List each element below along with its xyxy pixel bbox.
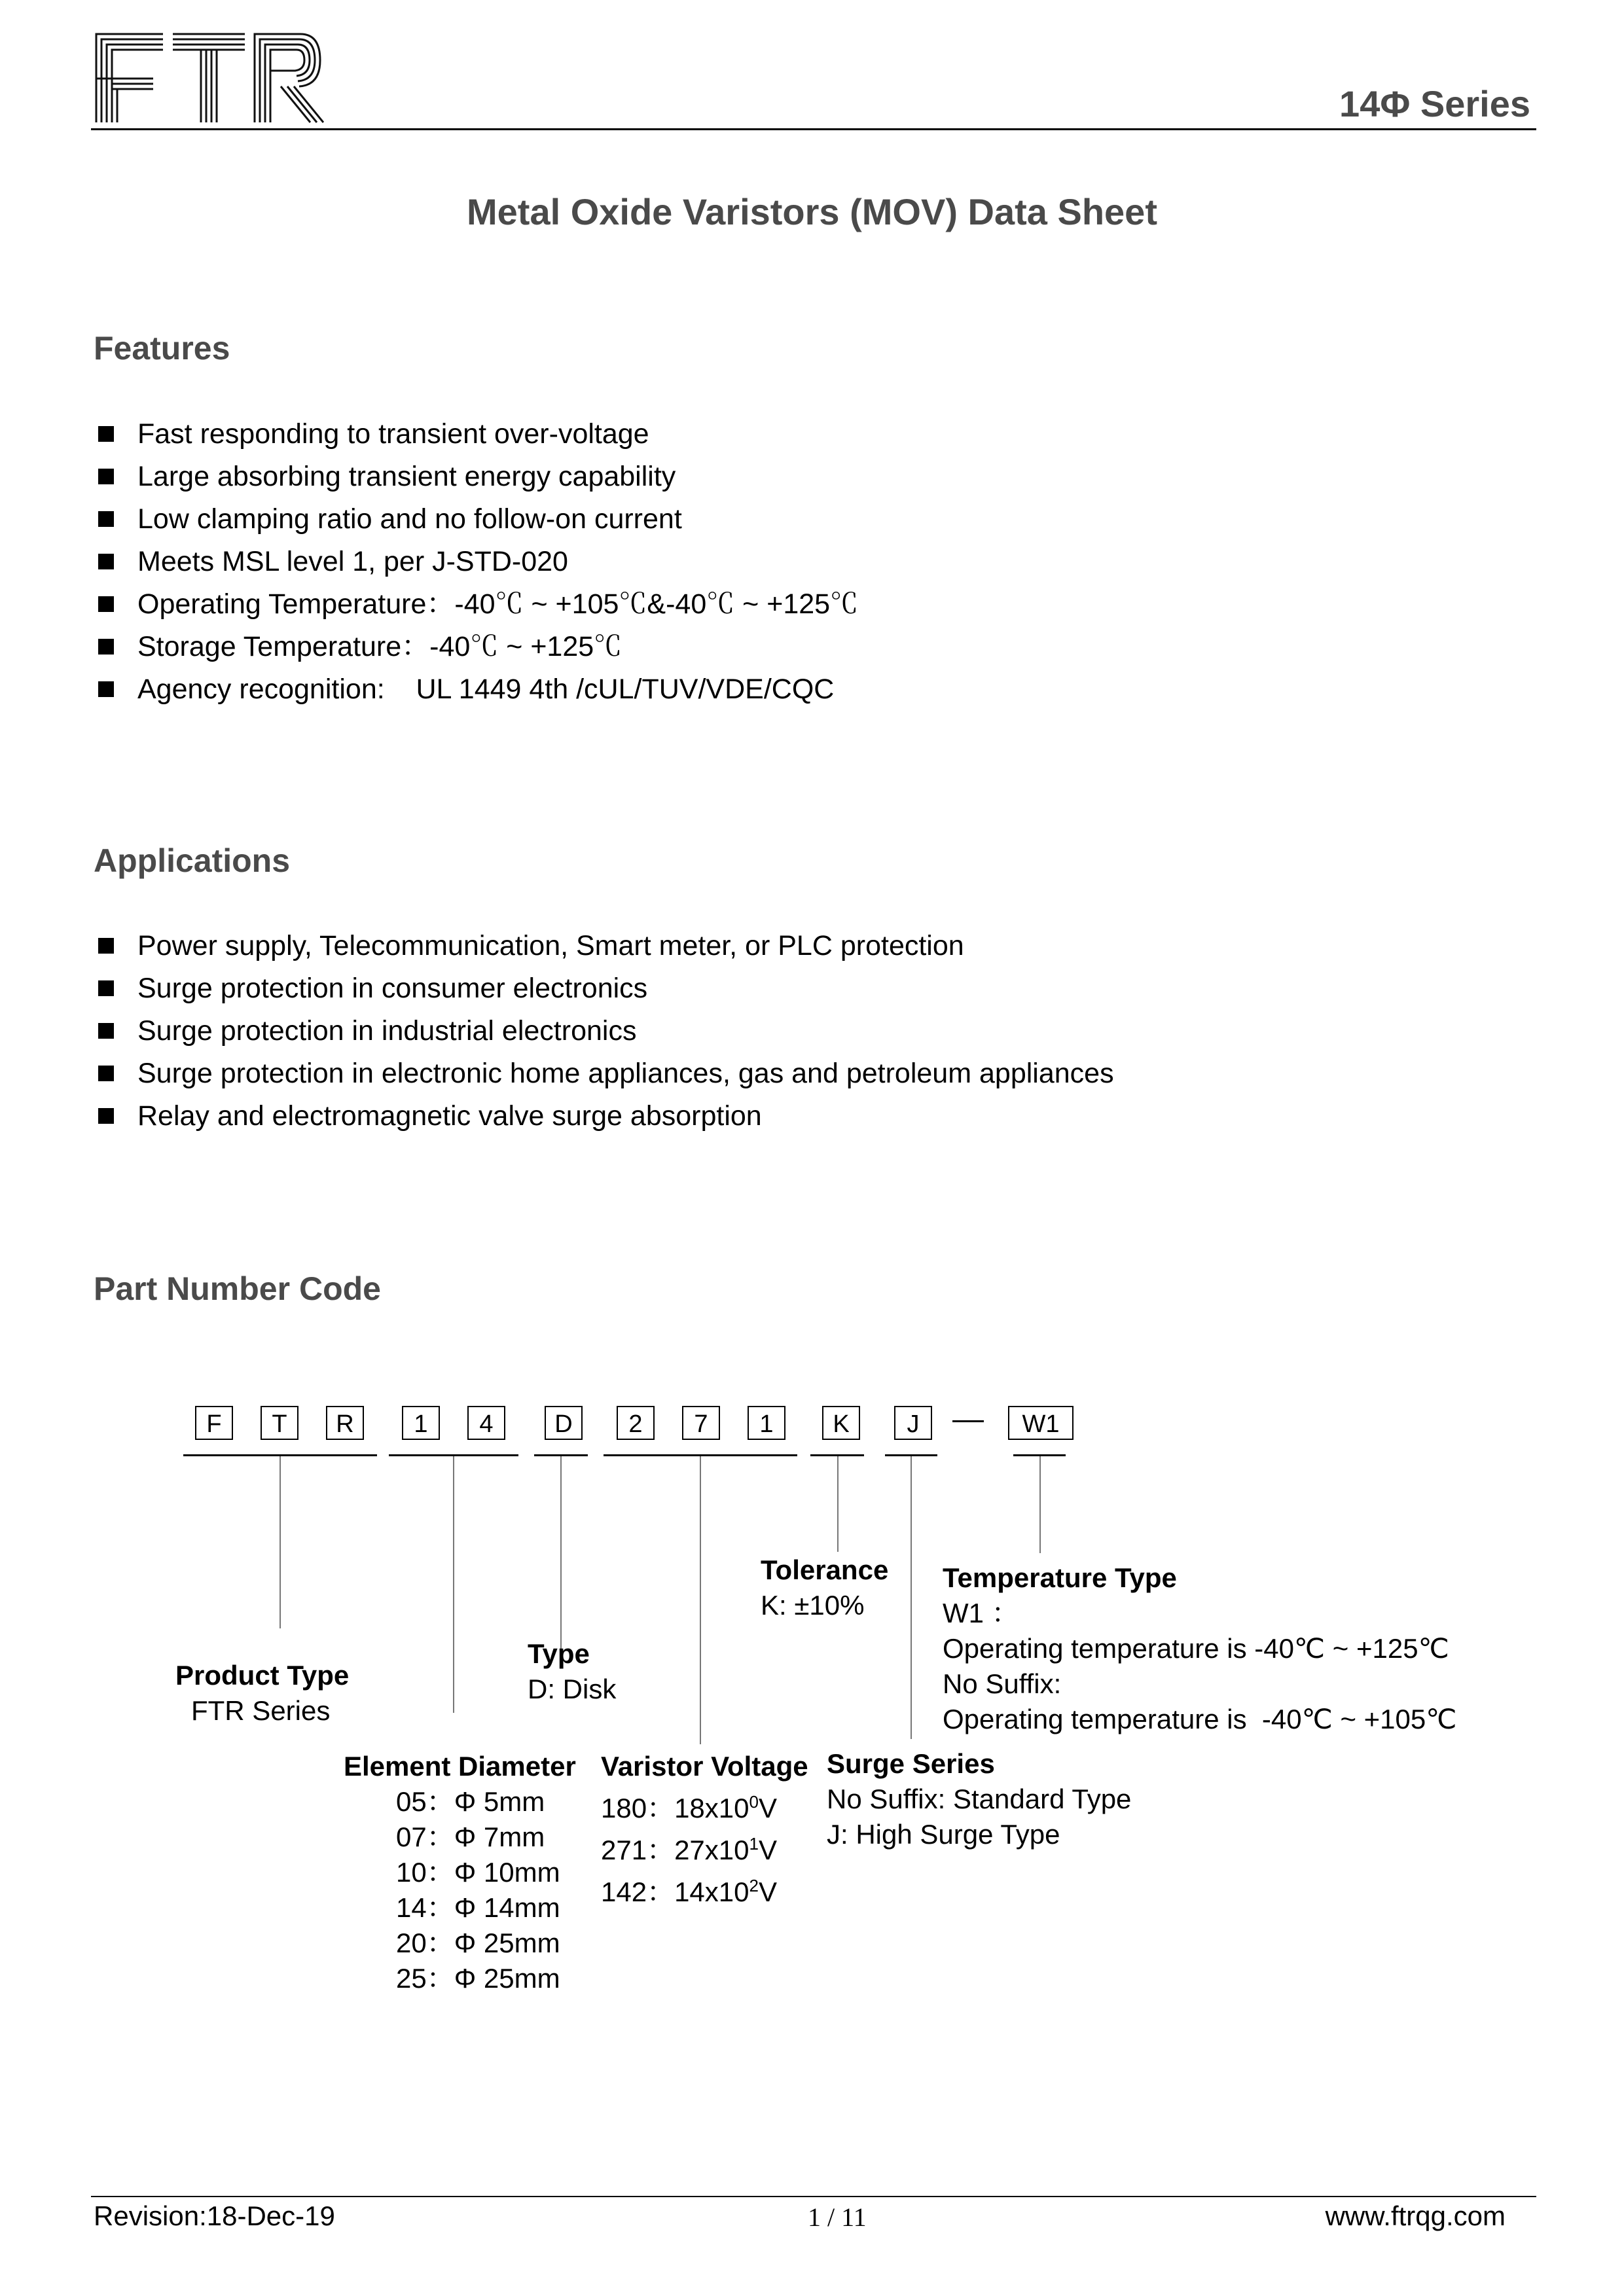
code-box: 1 <box>402 1406 440 1440</box>
code-box: 1 <box>748 1406 785 1440</box>
connector-line <box>911 1456 912 1739</box>
bullet-square-icon <box>98 596 114 612</box>
header-rule <box>91 128 1536 130</box>
type-label: Type D: Disk <box>528 1638 617 1704</box>
ftr-logo <box>91 27 324 126</box>
bullet-square-icon <box>98 639 114 655</box>
varistor-voltage-label: Varistor Voltage 180：$18x10^0V$ 271：$27x10^1V$ 142：$14x10^2V$ <box>601 1749 808 1910</box>
list-item: Storage Temperature：-40℃ ~ +125℃ <box>98 626 858 668</box>
features-list <box>98 413 858 711</box>
code-box: R <box>326 1406 364 1440</box>
list-item: Operating Temperature：-40℃ ~ +105℃&-40℃ ~ +125℃ <box>98 583 858 626</box>
bullet-square-icon <box>98 1023 114 1039</box>
series-label: 14Φ Series <box>1339 83 1530 124</box>
page-title: Metal Oxide Varistors (MOV) Data Sheet <box>467 191 1157 232</box>
code-box: K <box>822 1406 860 1440</box>
connector-line <box>280 1456 281 1628</box>
bullet-square-icon <box>98 469 114 484</box>
product-type-label: Product Type FTR Series <box>175 1660 350 1726</box>
logo-letter-f <box>96 34 163 122</box>
voltage-row: 271：$27x10^1V$ <box>601 1834 777 1865</box>
bullet-square-icon <box>98 980 114 996</box>
list-item: Power supply, Telecommunication, Smart meter, or PLC protection <box>98 925 1114 967</box>
website-link[interactable]: www.ftrqg.com <box>1325 2200 1506 2231</box>
code-box: 7 <box>682 1406 720 1440</box>
code-box: J <box>894 1406 932 1440</box>
code-dash <box>952 1420 984 1422</box>
logo-letter-t <box>173 34 245 122</box>
footer-rule <box>91 2196 1536 2197</box>
tolerance-label: Tolerance K: ±10% <box>761 1554 889 1621</box>
bullet-square-icon <box>98 426 114 442</box>
connector-line <box>700 1456 701 1744</box>
page-number: 1 / 11 <box>808 2202 867 2232</box>
list-item: Relay and electromagnetic valve surge absorption <box>98 1095 1114 1138</box>
code-box: D <box>545 1406 583 1440</box>
applications-list <box>98 925 1114 1138</box>
connector-line <box>453 1456 454 1713</box>
voltage-row: 142：$14x10^2V$ <box>601 1876 777 1907</box>
list-item: Surge protection in consumer electronics <box>98 967 1114 1010</box>
list-item: Low clamping ratio and no follow-on current <box>98 498 858 541</box>
applications-heading: Applications <box>94 842 291 879</box>
code-box: 4 <box>467 1406 505 1440</box>
voltage-row: 180：$18x10^0V$ <box>601 1792 777 1823</box>
bullet-square-icon <box>98 681 114 697</box>
temperature-type-label: Temperature Type W1 ： Operating temperature is -40℃ ~ +125℃ No Suffix: Operating temperature is -40℃ ~ +105℃ <box>943 1562 1457 1734</box>
list-item: Fast responding to transient over-voltage <box>98 413 858 456</box>
features-heading: Features <box>94 330 230 367</box>
list-item: Surge protection in industrial electronics <box>98 1010 1114 1052</box>
part-number-heading: Part Number Code <box>94 1270 381 1307</box>
list-item: Large absorbing transient energy capability <box>98 456 858 498</box>
connector-line <box>560 1456 562 1662</box>
bullet-square-icon <box>98 554 114 569</box>
code-box: W1 <box>1008 1406 1074 1440</box>
list-item: Meets MSL level 1, per J-STD-020 <box>98 541 858 583</box>
list-item: Agency recognition: UL 1449 4th /cUL/TUV/VDE/CQC <box>98 668 858 711</box>
list-item: Surge protection in electronic home appliances, gas and petroleum appliances <box>98 1052 1114 1095</box>
bullet-square-icon <box>98 1108 114 1124</box>
revision-text: Revision:18-Dec-19 <box>94 2200 335 2231</box>
surge-series-label: Surge Series No Suffix: Standard Type J: High Surge Type <box>827 1748 1132 1850</box>
bullet-square-icon <box>98 511 114 527</box>
connector-line <box>1039 1456 1041 1553</box>
bullet-square-icon <box>98 938 114 954</box>
bullet-square-icon <box>98 1066 114 1081</box>
element-diameter-label: Element Diameter 05：Φ 5mm 07：Φ 7mm 10：Φ 10mm 14：Φ 14mm 20：Φ 25mm 25：Φ 25mm <box>344 1751 576 1994</box>
code-box: 2 <box>617 1406 655 1440</box>
logo-letter-r <box>255 34 323 122</box>
code-box: F <box>195 1406 233 1440</box>
connector-line <box>837 1456 839 1552</box>
code-box: T <box>261 1406 298 1440</box>
